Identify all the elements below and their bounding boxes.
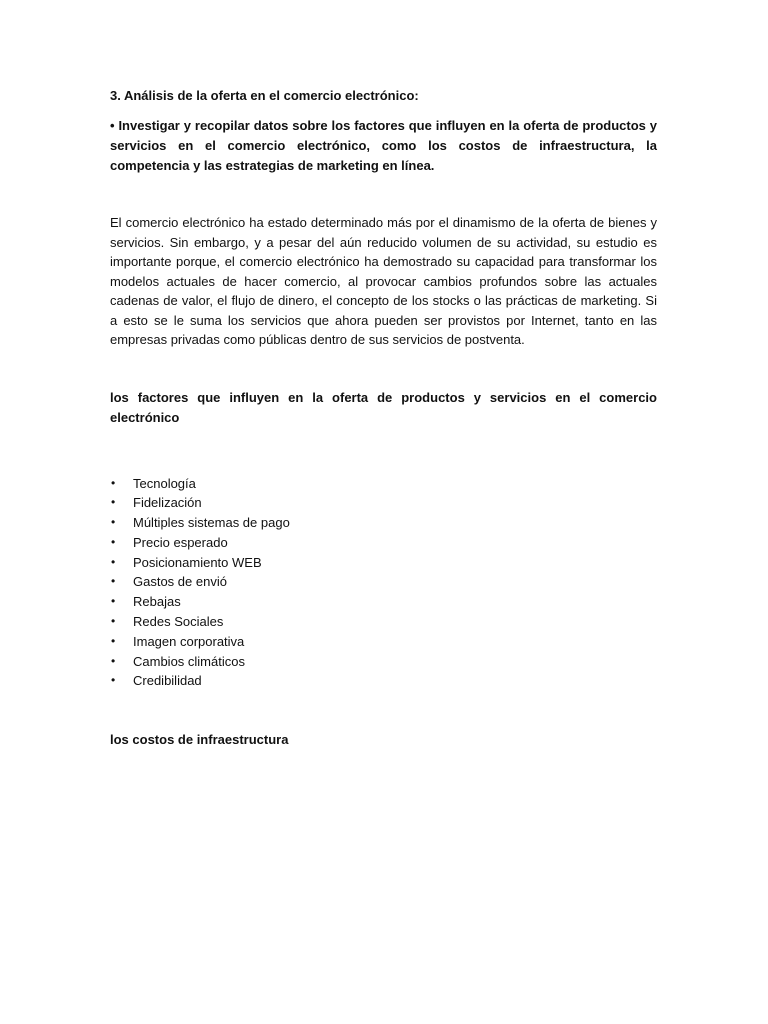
list-item-label: Rebajas	[133, 594, 181, 610]
list-item-label: Credibilidad	[133, 673, 202, 689]
list-item	[110, 652, 657, 672]
bullet-icon: •	[111, 515, 116, 530]
list-item	[110, 612, 657, 632]
list-item-label: Imagen corporativa	[133, 633, 245, 649]
bullet-icon: •	[111, 534, 116, 549]
list-item-label: Múltiples sistemas de pago	[133, 515, 290, 531]
list-item	[110, 493, 657, 513]
factors-list	[110, 474, 657, 692]
bullet-icon: •	[111, 653, 116, 668]
body-paragraph: El comercio electrónico ha estado determinado más por el dinamismo de la oferta de bienes y servicios. Sin embargo, y a pesar del aún reducido volumen de su actividad, su estudio es importante porque, el comercio electrónico ha demostrado su capacidad para transformar los modelos actuales de hacer comercio, al provocar cambios profundos sobre las actuales cadenas de valor, el flujo de dinero, el concepto de los stocks o las prácticas de marketing. Si a esto se le suma los servicios que ahora pueden ser provistos por Internet, tanto en las empresas privadas como públicas dentro de sus servicios de postventa.	[110, 215, 657, 347]
list-item-label: Precio esperado	[133, 534, 228, 550]
list-item	[110, 572, 657, 592]
list-item	[110, 533, 657, 553]
list-item	[110, 632, 657, 652]
bullet-icon: •	[111, 475, 116, 490]
list-item-label: Fidelización	[133, 495, 202, 511]
list-item-label: Posicionamiento WEB	[133, 554, 262, 570]
bullet-icon: •	[111, 554, 116, 569]
list-item-label: Tecnología	[133, 475, 196, 491]
factors-heading: los factores que influyen en la oferta de productos y servicios en el comercio electrónico	[110, 389, 657, 425]
list-item	[110, 513, 657, 533]
bullet-icon: •	[111, 574, 116, 589]
section-title: 3. Análisis de la oferta en el comercio electrónico:	[110, 88, 419, 103]
list-item	[110, 592, 657, 612]
document-page	[110, 86, 657, 750]
bullet-icon: •	[111, 633, 116, 648]
list-item-label: Redes Sociales	[133, 614, 224, 630]
list-item-label: Cambios climáticos	[133, 653, 245, 669]
costs-heading: los costos de infraestructura	[110, 732, 289, 748]
bullet-icon: •	[111, 495, 116, 510]
task-paragraph: • Investigar y recopilar datos sobre los factores que influyen en la oferta de productos y servicios en el comercio electrónico, como los costos de infraestructura, la competencia y las estrategias de marketing en línea.	[110, 118, 657, 173]
list-item	[110, 671, 657, 691]
bullet-icon: •	[111, 614, 116, 629]
list-item-label: Gastos de envió	[133, 574, 227, 590]
bullet-icon: •	[111, 594, 116, 609]
list-item	[110, 474, 657, 494]
list-item	[110, 553, 657, 573]
bullet-icon: •	[111, 673, 116, 688]
